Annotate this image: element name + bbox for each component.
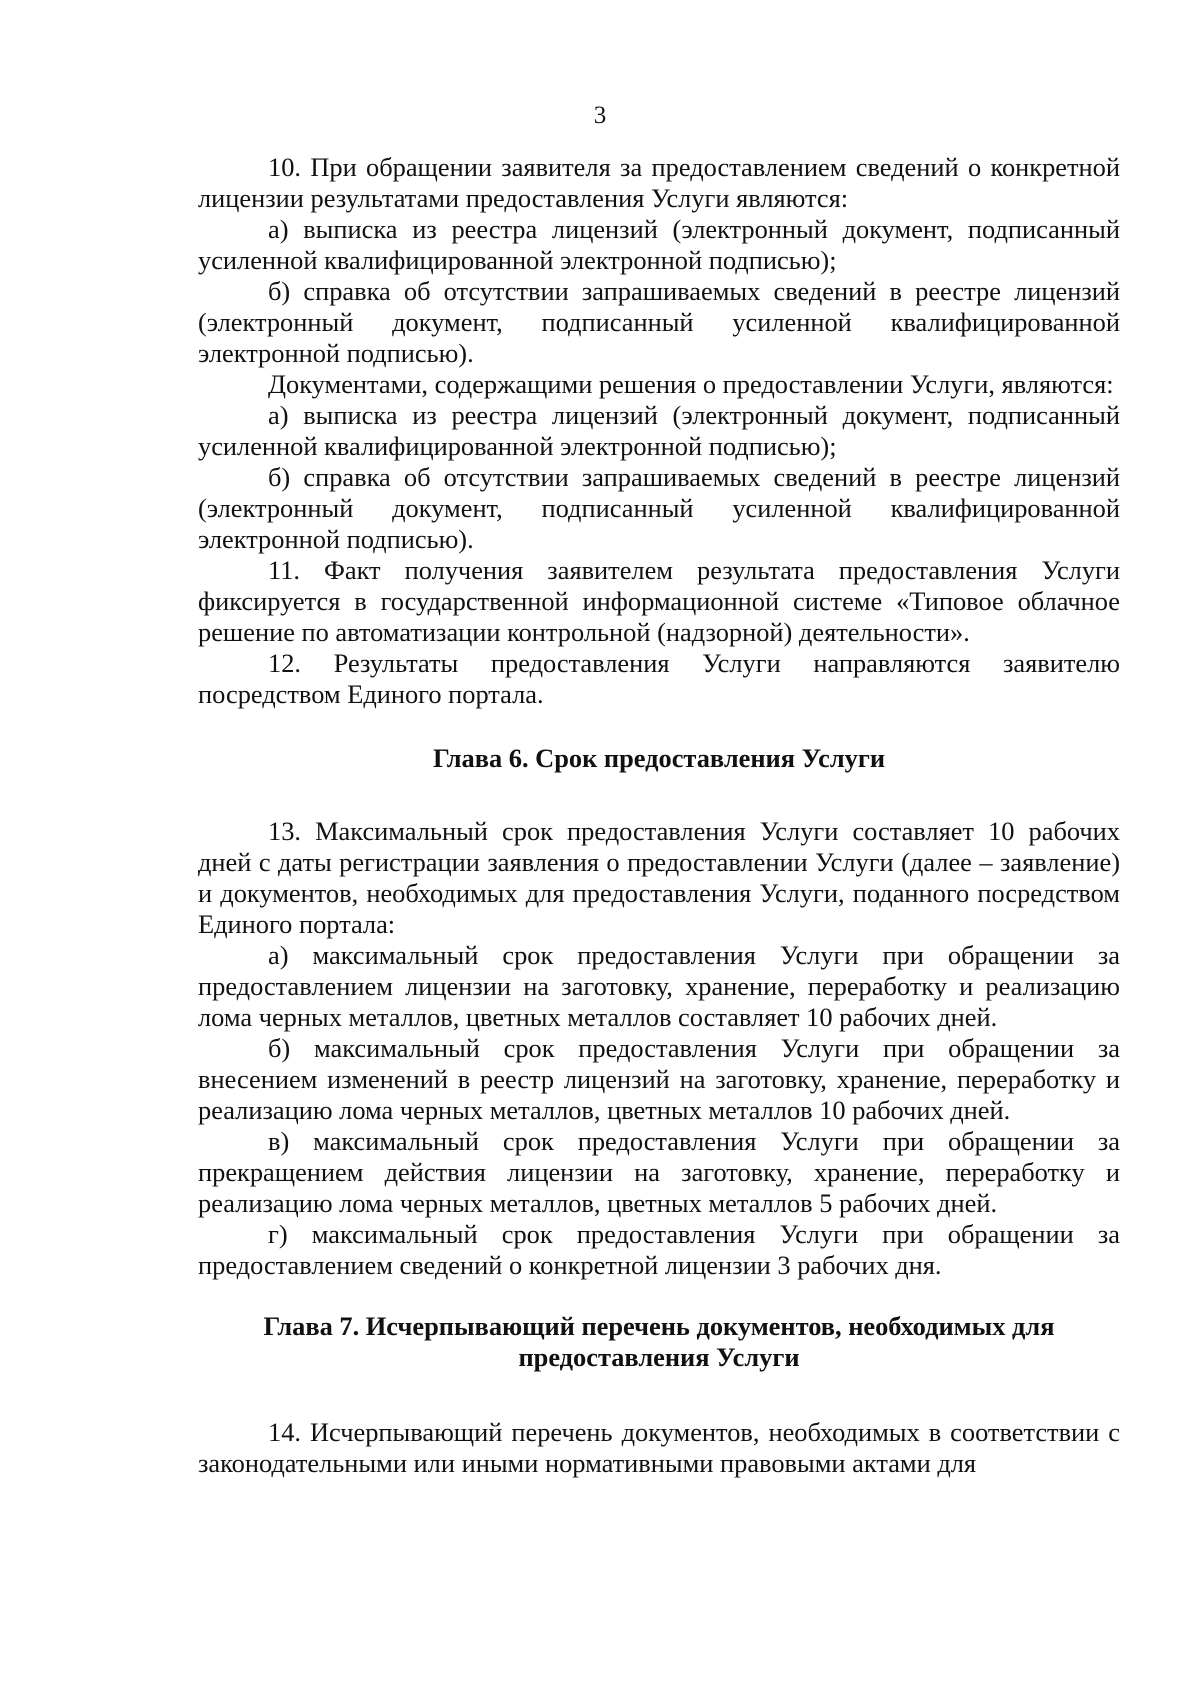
paragraph-13b: б) максимальный срок предоставления Услуги при обращении за внесением изменений в реестр лицензий на заготовку, хранение, переработку и реализацию лома черных металлов, цветных металлов 10 рабочих дней. [198,1033,1120,1125]
paragraph-10b: б) справка об отсутствии запрашиваемых сведений в реестре лицензий (электронный документ, подписанный усиленной квалифицированной электронной подписью). [198,276,1120,368]
paragraph-13a: а) максимальный срок предоставления Услуги при обращении за предоставлением лицензии на заготовку, хранение, переработку и реализацию лома черных металлов, цветных металлов составляет 10 рабочих дней. [198,940,1120,1032]
heading-chapter-7 [198,1311,1120,1373]
document-body [198,152,1120,1479]
paragraph-14: 14. Исчерпывающий перечень документов, необходимых в соответствии с законодательными или иными нормативными правовыми актами для [198,1417,1120,1478]
paragraph-12: 12. Результаты предоставления Услуги направляются заявителю посредством Единого портала. [198,648,1120,709]
heading-chapter-7-line2: предоставления Услуги [518,1342,800,1372]
paragraph-10a: а) выписка из реестра лицензий (электронный документ, подписанный усиленной квалифицированной электронной подписью); [198,214,1120,275]
paragraph-decision-a: а) выписка из реестра лицензий (электронный документ, подписанный усиленной квалифицированной электронной подписью); [198,400,1120,461]
page-number: 3 [593,102,607,129]
paragraph-13v: в) максимальный срок предоставления Услуги при обращении за прекращением действия лицензии на заготовку, хранение, переработку и реализацию лома черных металлов, цветных металлов 5 рабочих дней. [198,1126,1120,1218]
paragraph-decision-docs: Документами, содержащими решения о предоставлении Услуги, являются: [268,369,1114,399]
heading-chapter-7-line1: Глава 7. Исчерпывающий перечень документов, необходимых для [263,1311,1055,1341]
paragraph-11: 11. Факт получения заявителем результата предоставления Услуги фиксируется в государственной информационной системе «Типовое облачное решение по автоматизации контрольной (надзорной) деятельности». [198,555,1120,647]
paragraph-13g: г) максимальный срок предоставления Услуги при обращении за предоставлением сведений о конкретной лицензии 3 рабочих дня. [198,1219,1120,1280]
paragraph-10: 10. При обращении заявителя за предоставлением сведений о конкретной лицензии результатами предоставления Услуги являются: [198,152,1120,213]
paragraph-decision-b: б) справка об отсутствии запрашиваемых сведений в реестре лицензий (электронный документ, подписанный усиленной квалифицированной электронной подписью). [198,462,1120,554]
heading-chapter-6: Глава 6. Срок предоставления Услуги [432,743,886,773]
paragraph-13: 13. Максимальный срок предоставления Услуги составляет 10 рабочих дней с даты регистрации заявления о предоставлении Услуги (далее – заявление) и документов, необходимых для предоставления Услуги, поданного посредством Единого портала: [198,816,1120,939]
